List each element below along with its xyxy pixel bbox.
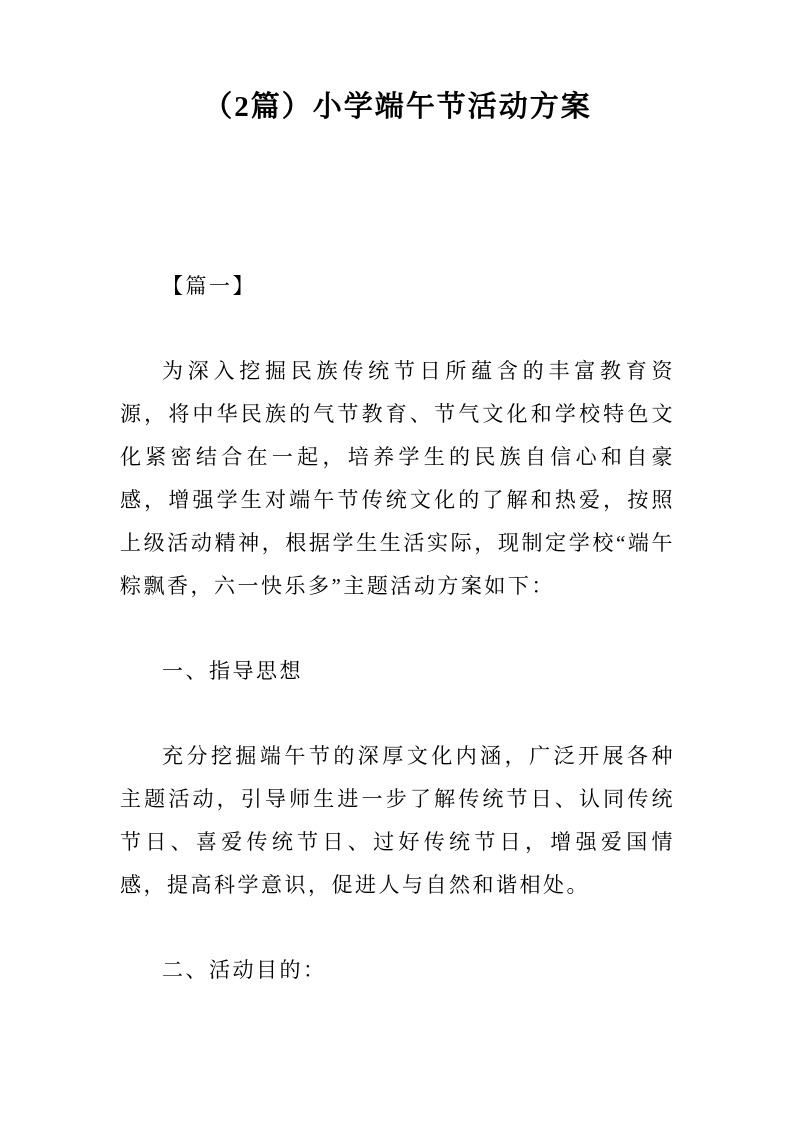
document-title: （2篇）小学端午节活动方案 (203, 91, 592, 123)
guiding-ideology-paragraph: 充分挖掘端午节的深厚文化内涵，广泛开展各种主题活动，引导师生进一步了解传统节日、认同传统节日、喜爱传统节日、过好传统节日，增强爱国情感，提高科学意识，促进人与自然和谐相处。 (120, 744, 675, 898)
section-heading-part-one: 【篇一】 (162, 274, 256, 299)
section-heading-activity-purpose: 二、活动目的： (162, 958, 327, 983)
intro-paragraph: 为深入挖掘民族传统节日所蕴含的丰富教育资源，将中华民族的气节教育、节气文化和学校特色文化紧密结合在一起，培养学生的民族自信心和自豪感，增强学生对端午节传统文化的了解和热爱，按照上级活动精神，根据学生生活实际，现制定学校“端午粽飘香，六一快乐多”主题活动方案如下： (120, 359, 675, 599)
section-heading-guiding-ideology: 一、指导思想 (162, 659, 303, 684)
